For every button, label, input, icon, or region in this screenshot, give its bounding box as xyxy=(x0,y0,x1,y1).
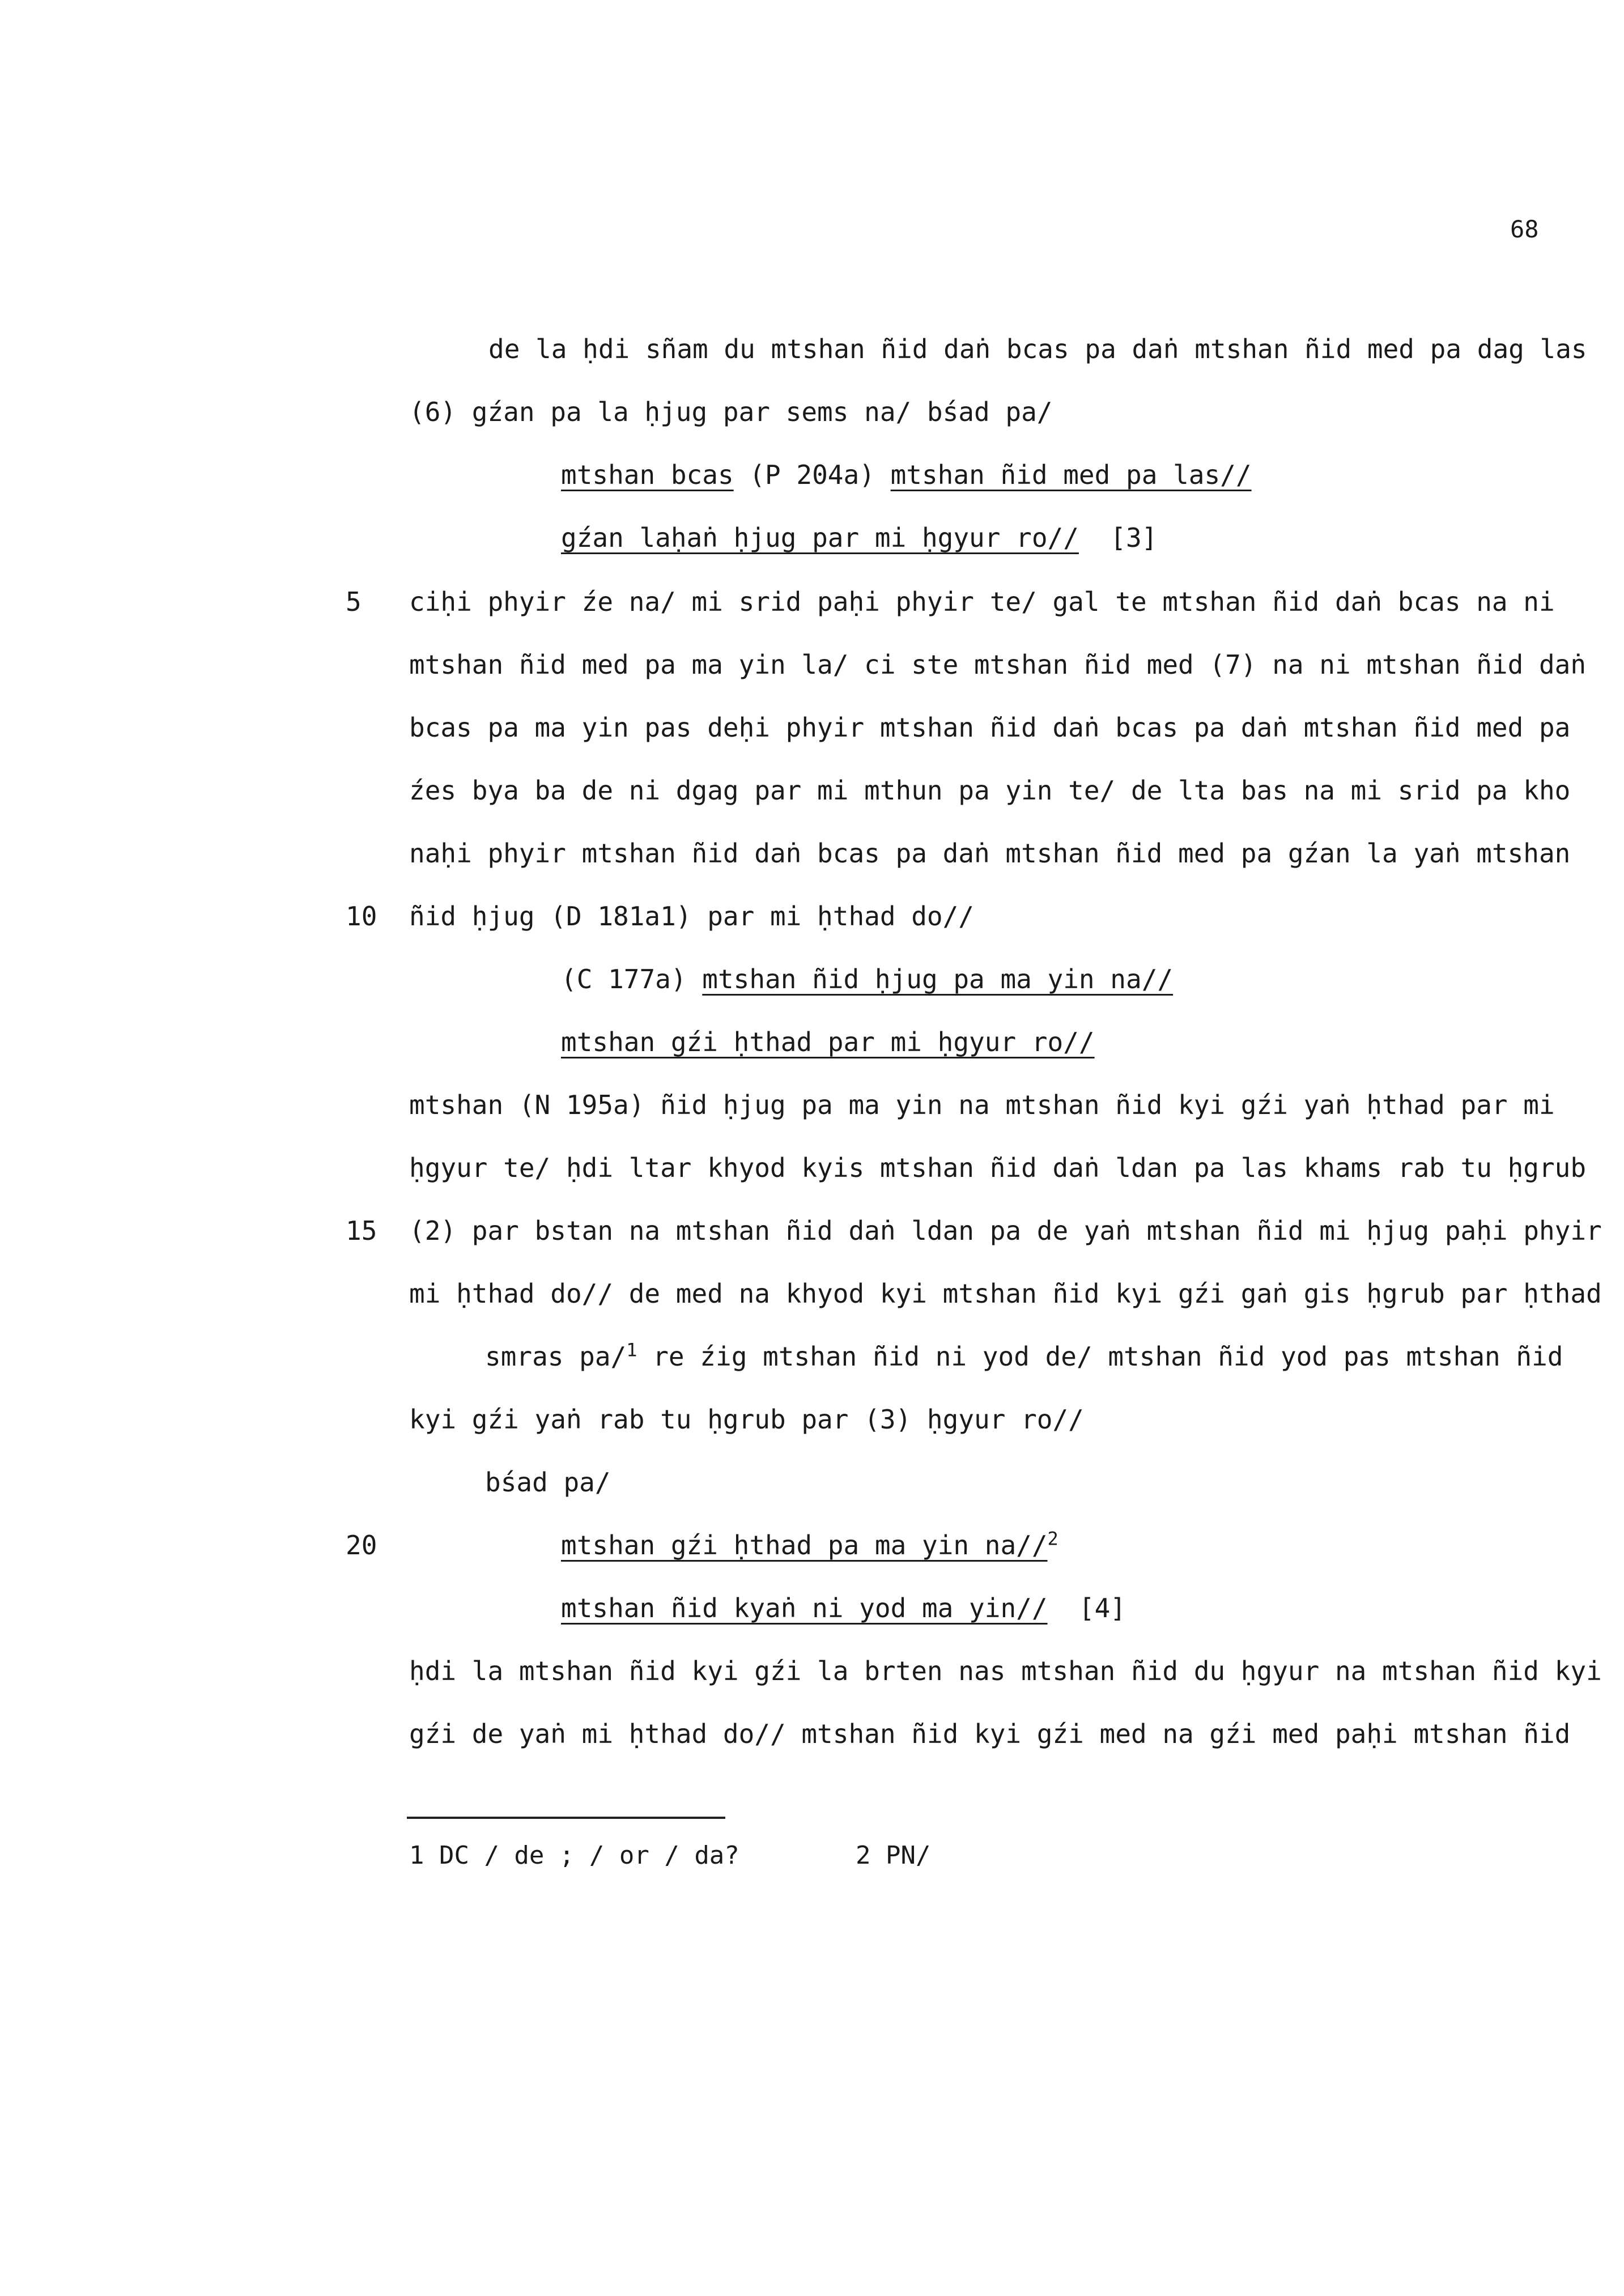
line-number-10: 10 xyxy=(346,901,377,932)
verse-3-part-2: mtshan ñid med pa las// xyxy=(890,460,1252,490)
line-number-20: 20 xyxy=(346,1530,377,1561)
text-line-3: ciḥi phyir źe na/ mi srid paḥi phyir te/ gal te mtshan ñid daṅ bcas na ni xyxy=(409,586,1555,617)
text-line-14: kyi gźi yaṅ rab tu ḥgrub par (3) ḥgyur ro// xyxy=(409,1404,1084,1435)
verse-number-3: [3] xyxy=(1110,522,1158,553)
text-line-10: ḥgyur te/ ḥdi ltar khyod kyis mtshan ñid daṅ ldan pa las khams rab tu ḥgrub xyxy=(409,1153,1587,1183)
text-line-2: (6) gźan pa la ḥjug par sems na/ bśad pa/ xyxy=(409,397,1053,427)
verse-c-part-2: mtshan gźi ḥthad par mi ḥgyur ro// xyxy=(561,1027,1095,1057)
verse-3-line-2 xyxy=(561,521,1157,555)
text-line-8: ñid ḥjug (D 181a1) par mi ḥthad do// xyxy=(409,901,974,932)
page-number: 68 xyxy=(1510,215,1539,243)
text-line-6: źes bya ba de ni dgag par mi mthun pa yin te/ de lta bas na mi srid pa kho xyxy=(409,775,1571,806)
verse-3-part-3: gźan laḥaṅ ḥjug par mi ḥgyur ro// xyxy=(561,522,1079,553)
verse-c-line-1 xyxy=(561,962,1173,996)
footnote-separator xyxy=(407,1817,725,1819)
text-line-9: mtshan (N 195a) ñid ḥjug pa ma yin na mtshan ñid kyi gźi yaṅ ḥthad par mi xyxy=(409,1090,1555,1120)
verse-4-line-1 xyxy=(561,1528,1058,1562)
verse-3-part-1: mtshan bcas xyxy=(561,460,734,490)
text-line-4: mtshan ñid med pa ma yin la/ ci ste mtshan ñid med (7) na ni mtshan ñid daṅ xyxy=(409,649,1587,680)
footnote-ref-1: 1 xyxy=(626,1339,637,1361)
footnote-1: 1 DC / de ; / or / da? xyxy=(409,1841,739,1870)
text-line-7: naḥi phyir mtshan ñid daṅ bcas pa daṅ mtshan ñid med pa gźan la yaṅ mtshan xyxy=(409,838,1571,869)
verse-c-part-1: mtshan ñid ḥjug pa ma yin na// xyxy=(702,964,1174,994)
text-line-5: bcas pa ma yin pas deḥi phyir mtshan ñid daṅ bcas pa daṅ mtshan ñid med pa xyxy=(409,712,1571,743)
footnote-ref-2: 2 xyxy=(1047,1528,1058,1550)
text-line-1: de la ḥdi sñam du mtshan ñid daṅ bcas pa daṅ mtshan ñid med pa dag las xyxy=(488,334,1587,364)
text-line-16: ḥdi la mtshan ñid kyi gźi la brten nas mtshan ñid du ḥgyur na mtshan ñid kyi xyxy=(409,1656,1602,1686)
verse-c-line-2 xyxy=(561,1025,1095,1059)
verse-4-line-2 xyxy=(561,1591,1126,1625)
text-line-15: bśad pa/ xyxy=(485,1467,611,1498)
verse-3-line-1 xyxy=(561,458,1252,492)
text-line-17: gźi de yaṅ mi ḥthad do// mtshan ñid kyi gźi med na gźi med paḥi mtshan ñid xyxy=(409,1719,1571,1749)
text-line-12: mi ḥthad do// de med na khyod kyi mtshan ñid kyi gźi gaṅ gis ḥgrub par ḥthad xyxy=(409,1278,1602,1309)
line-number-5: 5 xyxy=(346,586,362,617)
text-line-13-rest: re źig mtshan ñid ni yod de/ mtshan ñid yod pas mtshan ñid xyxy=(653,1341,1563,1372)
footnote-2: 2 PN/ xyxy=(856,1841,931,1870)
text-line-13 xyxy=(485,1340,1563,1374)
line-number-15: 15 xyxy=(346,1215,377,1246)
verse-3-ref: (P 204a) xyxy=(733,460,891,490)
verse-4-part-2: mtshan ñid kyaṅ ni yod ma yin// xyxy=(561,1593,1048,1623)
verse-number-4: [4] xyxy=(1078,1593,1126,1623)
folio-ref-c: (C 177a) xyxy=(561,964,703,994)
verse-4-part-1: mtshan gźi ḥthad pa ma yin na// xyxy=(561,1530,1048,1561)
text-line-11: (2) par bstan na mtshan ñid daṅ ldan pa de yaṅ mtshan ñid mi ḥjug paḥi phyir xyxy=(409,1215,1602,1246)
smras-pa: smras pa/ xyxy=(485,1341,627,1372)
